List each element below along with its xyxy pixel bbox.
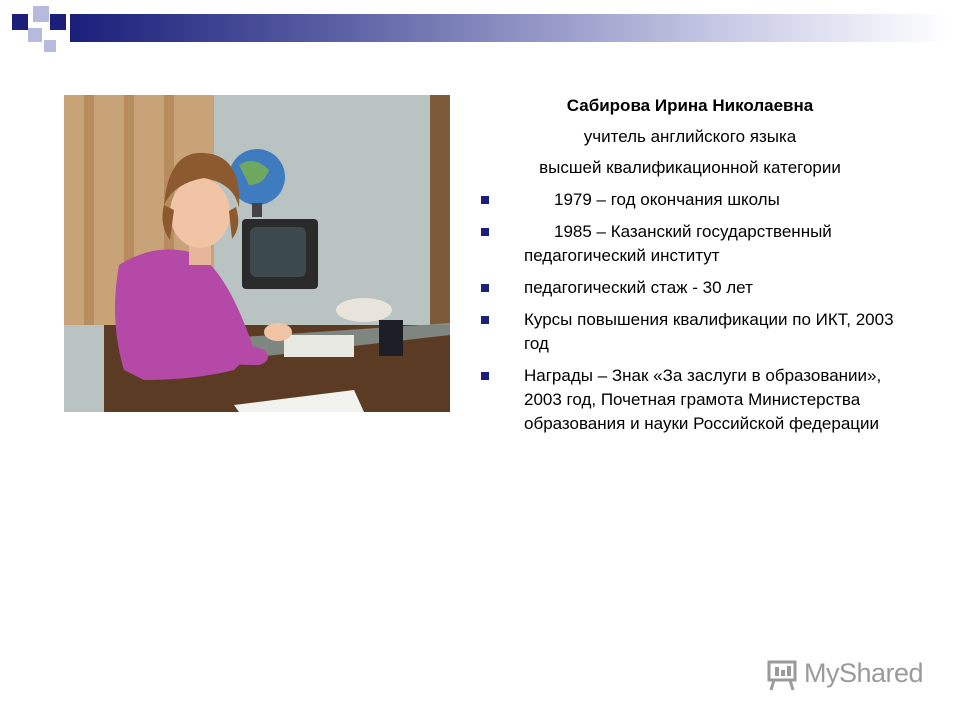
facts-list [478, 188, 918, 444]
presentation-board-icon [766, 658, 800, 692]
bullet-icon [481, 196, 489, 204]
teacher-category: высшей квалификационной категории [539, 158, 841, 177]
myshared-logo [766, 656, 926, 692]
bullet-icon [481, 228, 489, 236]
bullet-icon [481, 316, 489, 324]
decor-square-lavender [33, 6, 49, 22]
bullet-icon [481, 284, 489, 292]
list-item [478, 220, 918, 268]
fact-text: Курсы повышения квалификации по ИКТ, 2003 год [524, 310, 894, 353]
teacher-name: Сабирова Ирина Николаевна [566, 96, 814, 115]
header-bar [70, 14, 950, 42]
fact-text: Награды – Знак «За заслуги в образовании», 2003 год, Почетная грамота Министерства образования и науки Российской федерации [524, 366, 882, 433]
portrait-photo [64, 95, 450, 412]
list-item [478, 188, 918, 212]
fact-text: педагогический стаж - 30 лет [524, 278, 753, 297]
decor-square-lavender-2 [28, 28, 42, 42]
fact-text: 1979 – год окончания школы [554, 190, 780, 209]
decor-square-navy [12, 14, 28, 30]
decor-square-lavender-3 [44, 40, 56, 52]
logo-text: MyShared [804, 658, 924, 688]
teacher-subject: учитель английского языка [583, 127, 797, 146]
list-item [478, 364, 918, 436]
list-item [478, 276, 918, 300]
fact-text: 1985 – Казанский государственный педагогический институт [524, 222, 832, 265]
list-item [478, 308, 918, 356]
bullet-icon [481, 372, 489, 380]
decor-square-navy-2 [50, 14, 66, 30]
